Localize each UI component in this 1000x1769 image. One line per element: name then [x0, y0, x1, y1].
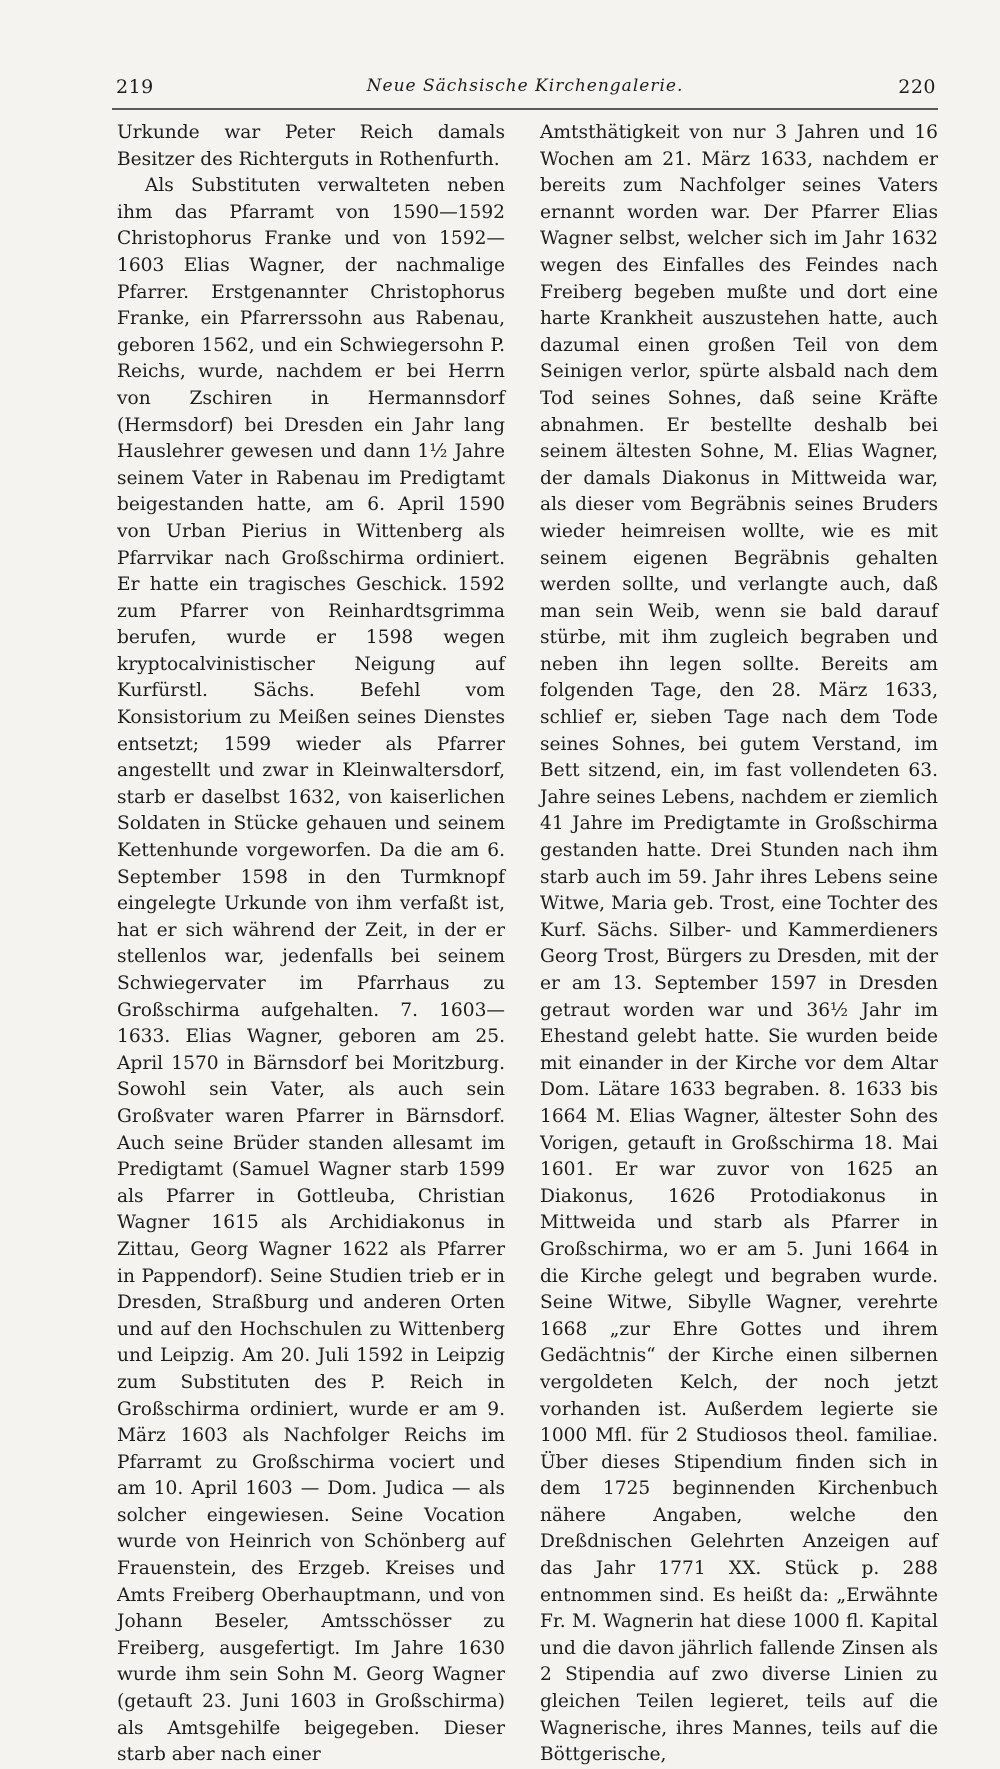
paragraph: Amtsthätigkeit von nur 3 Jahren und 16 Wochen am 21. März 1633, nachdem er bereits zum Nachfolger seines Vaters ernannt worden war. Der Pfarrer Elias Wagner selbst, welcher sich im Jahr 1632 wegen des Einfalles des Feindes nach Freiberg begeben mußte und dort eine harte Krankheit auszustehen hatte, auch dazumal einen großen Teil von dem Seinigen verlor, spürte alsbald nach dem Tod seines Sohnes, daß seine Kräfte abnahmen. Er bestellte deshalb bei seinem ältesten Sohne, M. Elias Wagner, der damals Diakonus in Mittweida war, als dieser vom Begräbnis seines Bruders wieder heimreisen wollte, wie es mit seinem eigenen Begräbnis gehalten werden sollte, und verlangte auch, daß man sein Weib, wenn sie bald darauf stürbe, mit ihm zugleich begraben und neben ihn legen sollte. Bereits am folgenden Tage, den 28. März 1633, schlief er, sieben Tage nach dem Tode seines Sohnes, bei gutem Verstand, im Bett sitzend, ein, im fast vollendeten 63. Jahre seines Lebens, nachdem er ziemlich 41 Jahre im Predigtamte in Großschirma gestanden hatte. Drei Stunden nach ihm starb auch im 59. Jahr ihres Lebens seine Witwe, Maria geb. Trost, eine Tochter des Kurf. Sächs. Silber- und Kammerdieners Georg Trost, Bürgers zu Dresden, mit der er am 13. September 1597 in Dresden getraut worden war und 36½ Jahr im Ehestand gelebt hatte. Sie wurden beide mit einander in der Kirche vor dem Altar Dom. Lätare 1633 begraben. 8. 1633 bis 1664 M. Elias Wagner, ältester Sohn des Vorigen, getauft in Großschirma 18. Mai 1601. Er war zuvor von 1625 an Diakonus, 1626 Protodiakonus in Mittweida und starb als Pfarrer in Großschirma, wo er am 5. Juni 1664 in die Kirche gelegt und begraben wurde. Seine Witwe, Sibylle Wagner, verehrte 1668 „zur Ehre Gottes und ihrem Gedächtnis“ der Kirche einen silbernen vergoldeten Kelch, der noch jetzt vorhanden ist. Außerdem legierte sie 1000 Mfl. für 2 Studiosos theol. familiae. Über dieses Stipendium finden sich in dem 1725 beginnenden Kirchenbuch nähere Angaben, welche den Dreßdnischen Gelehrten Anzeigen auf das Jahr 1771 XX. Stück p. 288 entnommen sind. Es heißt da: „Erwähnte Fr. M. Wagnerin hat diese 1000 fl. Kapital und die davon jährlich fallende Zinsen als 2 Stipendia auf zwo diverse Linien zu gleichen Teilen legieret, teils auf die Wagnerische, ihres Mannes, teils auf die Böttgerische, [540, 122, 938, 1766]
running-title: Neue Sächsische Kirchengalerie. [366, 76, 684, 96]
paragraph: Als Substituten verwalteten neben ihm das Pfarramt von 1590—1592 Christophorus Franke und von 1592—1603 Elias Wagner, der nachmalige Pfarrer. Erstgenannter Christophorus Franke, ein Pfarrerssohn aus Rabenau, geboren 1562, und ein Schwiegersohn P. Reichs, wurde, nachdem er bei Herrn von Zschiren in Hermannsdorf (Hermsdorf) bei Dresden ein Jahr lang Hauslehrer gewesen und dann 1½ Jahre seinem Vater in Rabenau im Predigtamt beigestanden hatte, am 6. April 1590 von Urban Pierius in Wittenberg als Pfarrvikar nach Großschirma ordiniert. Er hatte ein tragisches Geschick. 1592 zum Pfarrer von Reinhardtsgrimma berufen, wurde er 1598 wegen kryptocalvinistischer Neigung auf Kurfürstl. Sächs. Befehl vom Konsistorium zu Meißen seines Dienstes entsetzt; 1599 wieder als Pfarrer angestellt und zwar in Kleinwaltersdorf, starb er daselbst 1632, von kaiserlichen Soldaten in Stücke gehauen und seinem Kettenhunde vorgeworfen. Da die am 6. September 1598 in den Turmknopf eingelegte Urkunde von ihm verfaßt ist, hat er sich während der Zeit, in der er stellenlos war, jedenfalls bei seinem Schwiegervater im Pfarrhaus zu Großschirma aufgehalten. 7. 1603—1633. Elias Wagner, geboren am 25. April 1570 in Bärnsdorf bei Moritzburg. Sowohl sein Vater, als auch sein Großvater waren Pfarrer in Bärnsdorf. Auch seine Brüder standen allesamt im Predigtamt (Samuel Wagner starb 1599 als Pfarrer in Gottleuba, Christian Wagner 1615 als Archidiakonus in Zittau, Georg Wagner 1622 als Pfarrer in Pappendorf). Seine Studien trieb er in Dresden, Straßburg und anderen Orten und auf den Hochschulen zu Wittenberg und Leipzig. Am 20. Juli 1592 in Leipzig zum Substituten des P. Reich in Großschirma ordiniert, wurde er am 9. März 1603 als Nachfolger Reichs im Pfarramt zu Großschirma vociert und am 10. April 1603 — Dom. Judica — als solcher eingewiesen. Seine Vocation wurde von Heinrich von Schönberg auf Frauenstein, des Erzgeb. Kreises und Amts Freiberg Oberhauptmann, und von Johann Beseler, Amtsschösser zu Freiberg, ausgefertigt. Im Jahre 1630 wurde ihm sein Sohn M. Georg Wagner (getauft 23. Juni 1603 in Großschirma) als Amtsgehilfe beigegeben. Dieser starb aber nach einer [117, 175, 505, 1766]
page-header [112, 76, 938, 104]
left-column [117, 120, 505, 1769]
paragraph: Urkunde war Peter Reich damals Besitzer des Richterguts in Rothenfurth. [117, 122, 505, 170]
header-rule [112, 108, 938, 110]
right-column [540, 120, 938, 1769]
page-number-left: 219 [116, 76, 154, 98]
page-number-right: 220 [898, 76, 936, 98]
